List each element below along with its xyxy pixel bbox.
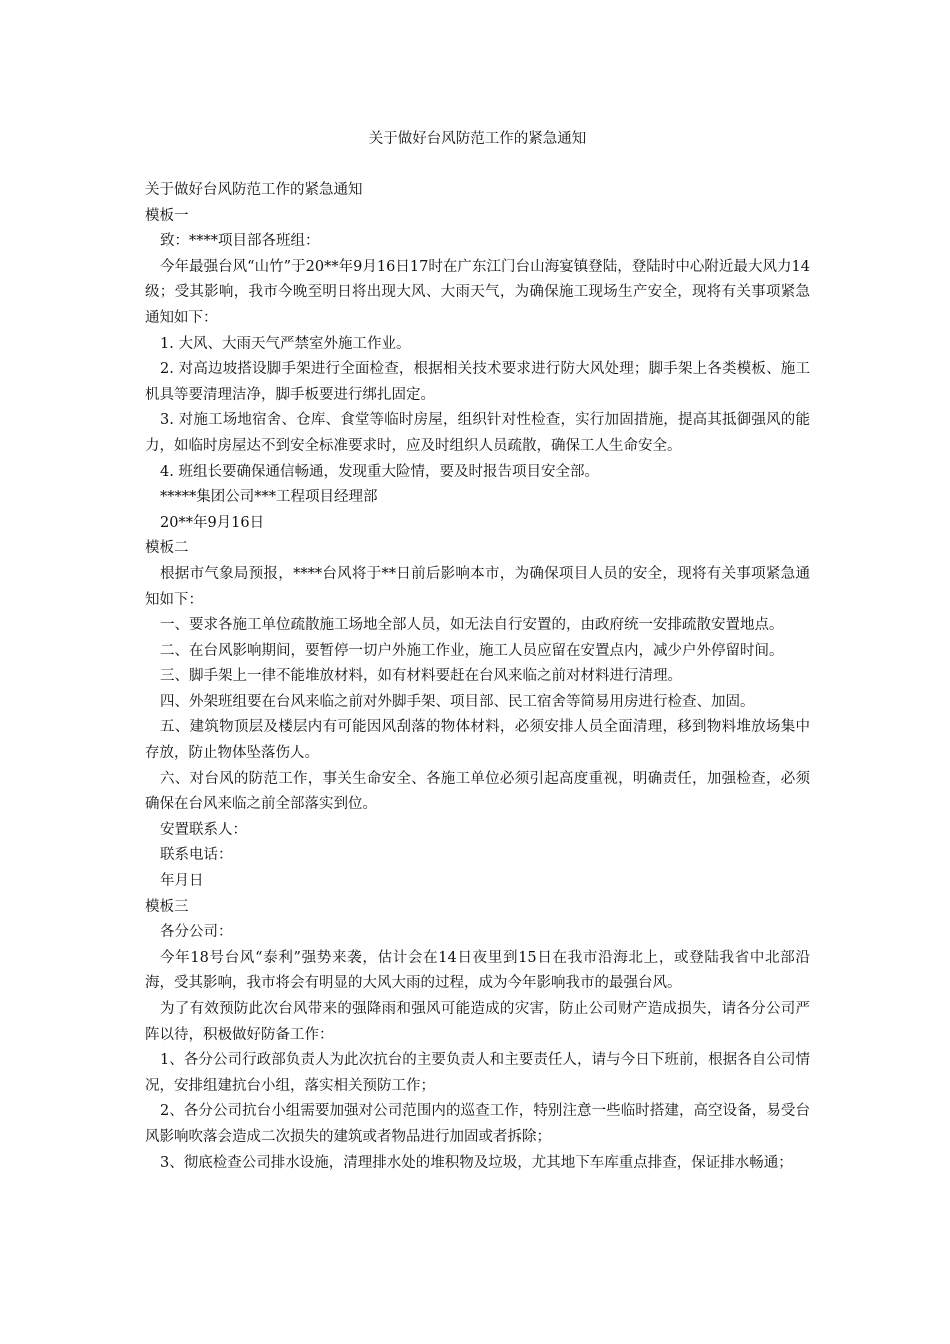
document-paragraph: 3、彻底检查公司排水设施，清理排水处的堆积物及垃圾，尤其地下车库重点排查，保证排水畅通；	[160, 1154, 793, 1171]
document-paragraph: 三、脚手架上一律不能堆放材料，如有材料要赶在台风来临之前对材料进行清理。	[160, 668, 682, 685]
document-paragraph: 模板三	[145, 898, 189, 915]
document-paragraph: 为了有效预防此次台风带来的强降雨和强风可能造成的灾害，防止公司财产造成损失，请各分公司严阵以待，积极做好防备工作：	[145, 1001, 810, 1043]
document-paragraph: 4. 班组长要确保通信畅通，发现重大险情，要及时报告项目安全部。	[160, 463, 599, 480]
document-paragraph: *****集团公司***工程项目经理部	[160, 489, 378, 506]
document-paragraph: 根据市气象局预报，****台风将于**日前后影响本市，为确保项目人员的安全，现将有关事项紧急通知如下：	[145, 565, 810, 608]
document-paragraph: 五、建筑物顶层及楼层内有可能因风刮落的物体材料，必须安排人员全面清理，移到物料堆放场集中存放，防止物体坠落伤人。	[145, 719, 810, 762]
document-paragraph: 一、要求各施工单位疏散施工场地全部人员，如无法自行安置的，由政府统一安排疏散安置地点。	[160, 617, 784, 634]
document-paragraph: 2、各分公司抗台小组需要加强对公司范围内的巡查工作，特别注意一些临时搭建，高空设备，易受台风影响吹落会造成二次损失的建筑或者物品进行加固或者拆除；	[145, 1103, 810, 1145]
document-body	[145, 178, 810, 1176]
document-paragraph: 20**年9月16日	[160, 514, 265, 531]
document-paragraph: 1. 大风、大雨天气严禁室外施工作业。	[160, 335, 411, 352]
document-paragraph: 3. 对施工场地宿舍、仓库、食堂等临时房屋，组织针对性检查，实行加固措施，提高其抵御强风的能力，如临时房屋达不到安全标准要求时，应及时组织人员疏散，确保工人生命安全。	[145, 412, 810, 454]
document-paragraph: 四、外架班组要在台风来临之前对外脚手架、项目部、民工宿舍等简易用房进行检查、加固。	[160, 693, 755, 710]
document-paragraph: 六、对台风的防范工作，事关生命安全、各施工单位必须引起高度重视，明确责任，加强检查，必须确保在台风来临之前全部落实到位。	[145, 770, 810, 813]
document-paragraph: 2. 对高边坡搭设脚手架进行全面检查，根据相关技术要求进行防大风处理；脚手架上各类模板、施工机具等要清理洁净，脚手板要进行绑扎固定。	[145, 361, 810, 403]
document-paragraph: 安置联系人：	[160, 821, 247, 838]
document-paragraph: 二、在台风影响期间，要暂停一切户外施工作业，施工人员应留在安置点内，减少户外停留时间。	[160, 642, 784, 659]
document-paragraph: 关于做好台风防范工作的紧急通知	[145, 182, 363, 198]
document-paragraph: 模板二	[145, 540, 189, 557]
document-paragraph: 今年18号台风“泰利”强势来袭，估计会在14日夜里到15日在我市沿海北上，或登陆我省中北部沿海，受其影响，我市将会有明显的大风大雨的过程，成为今年影响我市的最强台风。	[145, 949, 810, 992]
document-paragraph: 今年最强台风“山竹”于20**年9月16日17时在广东江门台山海宴镇登陆，登陆时中心附近最大风力14级；受其影响，我市今晚至明日将出现大风、大雨天气，为确保施工现场生产安全，现将有关事项紧急通知如下：	[145, 258, 810, 326]
document-paragraph: 致：****项目部各班组：	[160, 233, 320, 250]
document-paragraph: 1、各分公司行政部负责人为此次抗台的主要负责人和主要责任人，请与今日下班前，根据各自公司情况，安排组建抗台小组，落实相关预防工作；	[145, 1052, 810, 1094]
document-paragraph: 模板一	[145, 207, 189, 224]
document-title: 关于做好台风防范工作的紧急通知	[368, 131, 587, 147]
document-paragraph: 年月日	[160, 873, 204, 890]
document-paragraph: 各分公司：	[160, 924, 233, 941]
document-paragraph: 联系电话：	[160, 847, 233, 864]
